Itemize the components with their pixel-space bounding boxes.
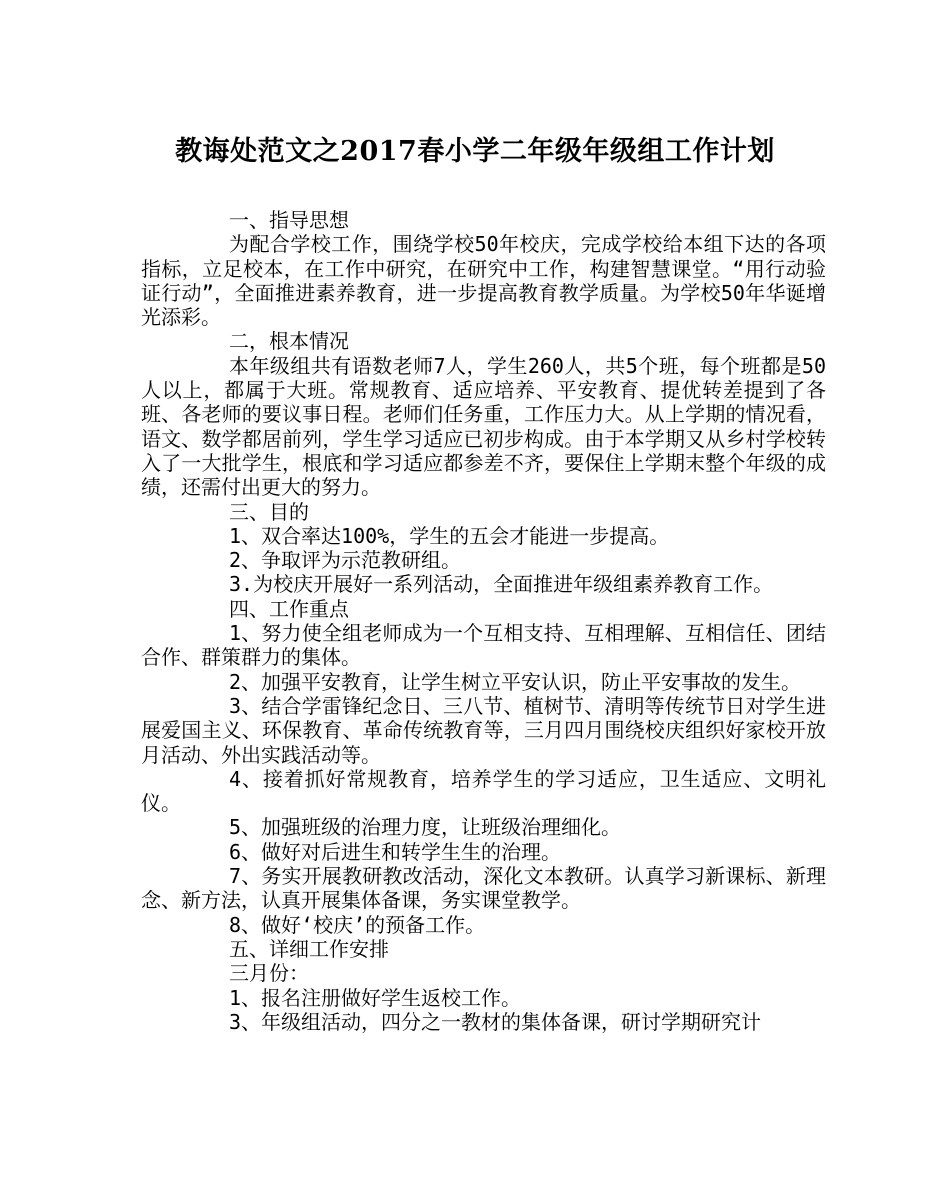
subheading-march: 三月份： bbox=[229, 961, 309, 986]
heading-goals: 三、目的 bbox=[229, 499, 309, 524]
list-item: 4、接着抓好常规教育，培养学生的学习适应，卫生适应、文明礼仪。 bbox=[141, 766, 826, 816]
heading-guiding-thought: 一、指导思想 bbox=[229, 208, 349, 232]
document-body bbox=[141, 208, 826, 1034]
list-item: 2、争取评为示范教研组。 bbox=[229, 548, 462, 573]
list-item: 1、努力使全组老师成为一个互相支持、互相理解、互相信任、团结合作、群策群力的集体。 bbox=[141, 621, 826, 670]
list-item: 8、做好‘校庆’的预备工作。 bbox=[229, 912, 486, 937]
list-item: 6、做好对后进生和转学生生的治理。 bbox=[229, 839, 562, 864]
paragraph: 为配合学校工作，围绕学校50年校庆，完成学校给本组下达的各项指标，立足校本，在工作中研究，在研究中工作，构建智慧课堂。“用行动验证行动”，全面推进素养教育，进一步提高教育教学质量。为学校50年华诞增光添彩。 bbox=[141, 232, 826, 330]
list-item: 3.为校庆开展好一系列活动，全面推进年级组素养教育工作。 bbox=[229, 572, 774, 597]
list-item: 7、务实开展教研教改活动，深化文本教研。认真学习新课标、新理念、新方法，认真开展集体备课，务实课堂教学。 bbox=[141, 864, 826, 913]
list-item: 5、加强班级的治理力度，让班级治理细化。 bbox=[229, 815, 622, 840]
heading-work-focus: 四、工作重点 bbox=[229, 596, 349, 621]
list-item: 3、结合学雷锋纪念日、三八节、植树节、清明等传统节日对学生进展爱国主义、环保教育、革命传统教育等，三月四月围绕校庆组织好家校开放月活动、外出实践活动等。 bbox=[141, 693, 826, 767]
heading-basic-situation: 二，根本情况 bbox=[229, 329, 349, 354]
list-item: 2、加强平安教育，让学生树立平安认识，防止平安事故的发生。 bbox=[229, 669, 802, 694]
list-item: 1、双合率达100%，学生的五会才能进一步提高。 bbox=[229, 523, 670, 548]
document-title: 教诲处范文之2017春小学二年级年级组工作计划 bbox=[175, 136, 775, 167]
list-item: 1、报名注册做好学生返校工作。 bbox=[229, 985, 522, 1010]
list-item: 3、年级组活动，四分之一教材的集体备课，研讨学期研究计 bbox=[229, 1009, 762, 1034]
paragraph: 本年级组共有语数老师7人，学生260人，共5个班，每个班都是50人以上，都属于大班。常规教育、适应培养、平安教育、提优转差提到了各班、各老师的要议事日程。老师们任务重，工作压力大。从上学期的情况看，语文、数学都居前列，学生学习适应已初步构成。由于本学期又从乡村学校转入了一大批学生，根底和学习适应都参差不齐，要保住上学期末整个年级的成绩，还需付出更大的努力。 bbox=[141, 353, 826, 500]
heading-detailed-schedule: 五、详细工作安排 bbox=[229, 936, 389, 961]
